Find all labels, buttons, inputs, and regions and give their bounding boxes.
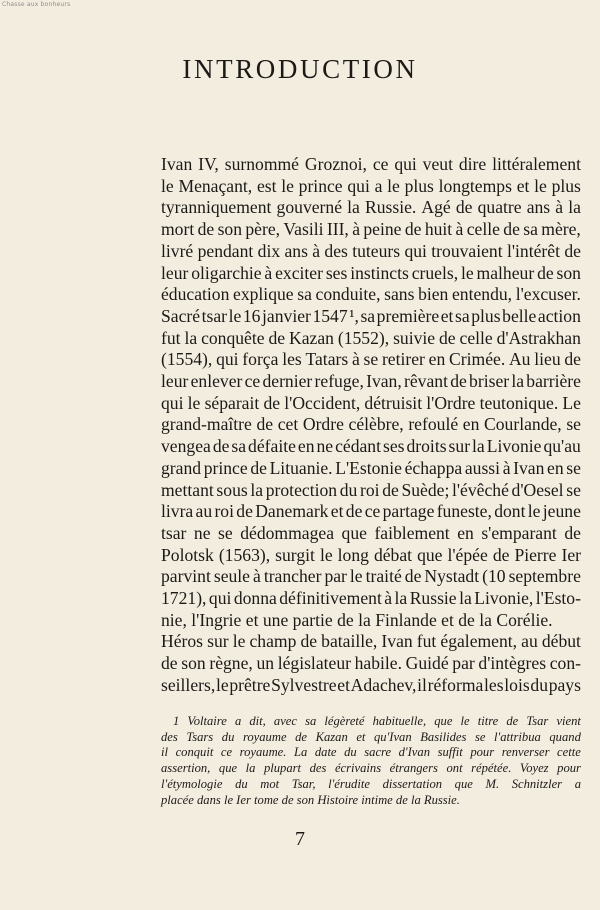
body-line: Polotsk (1563), surgit le long débat que l'épée de Pierre Ier — [161, 544, 581, 565]
watermark: Chasse aux bonheurs — [2, 1, 71, 8]
body-line: livra au roi de Danemark et de ce partage funeste, dont le jeune — [161, 501, 581, 522]
page-title: INTRODUCTION — [182, 54, 418, 85]
footnote-line: il conquit ce royaume. La date du sacre d'Ivan suffit pour renverser cette — [161, 745, 581, 760]
body-line: tyranniquement gouverné la Russie. Agé de quatre ans à la — [161, 197, 581, 218]
footnote-line: l'étymologie du mot Tsar, l'érudite dissertation que M. Schnitzler a — [161, 776, 581, 791]
body-line: seillers, le prêtre Sylvestre et Adachev, il réforma les lois du pays — [161, 674, 581, 695]
body-line: éducation explique sa conduite, sans bien entendu, l'excuser. — [161, 284, 581, 305]
body-line: livré pendant dix ans à des tuteurs qui trouvaient l'intérêt de — [161, 240, 581, 261]
body-line: leur oligarchie à exciter ses instincts cruels, le malheur de son — [161, 262, 581, 283]
body-line: leur enlever ce dernier refuge, Ivan, rêvant de briser la barrière — [161, 371, 581, 392]
body-line: grand prince de Lituanie. L'Estonie échappa aussi à Ivan en se — [161, 457, 581, 478]
footnotes — [161, 714, 581, 808]
body-line: (1554), qui força les Tatars à se retirer en Crimée. Au lieu de — [161, 349, 581, 370]
body-line: vengea de sa défaite en ne cédant ses droits sur la Livonie qu'au — [161, 436, 581, 457]
body-line: Sacré tsar le 16 janvier 1547 ¹, sa première et sa plus belle action — [161, 305, 581, 326]
body-line: le Menaçant, est le prince qui a le plus longtemps et le plus — [161, 175, 581, 196]
footnote-line: des Tsars du royaume de Kazan et qu'Ivan Basilides se l'attribua quand — [161, 729, 581, 744]
body-line: tsar ne se dédommagea que faiblement en s'emparant de — [161, 522, 581, 543]
body-line: nie, l'Ingrie et une partie de la Finlande et de la Corélie. — [161, 609, 553, 630]
body-line: grand-maître de cet Ordre célèbre, refoulé en Courlande, se — [161, 414, 581, 435]
body-line: Ivan IV, surnommé Groznoi, ce qui veut dire littéralement — [161, 154, 581, 174]
body-line: 1721), qui donna définitivement à la Russie la Livonie, l'Esto- — [161, 588, 581, 609]
body-line: qui le séparait de l'Occident, détruisit l'Ordre teutonique. Le — [161, 392, 581, 413]
body-line: fut la conquête de Kazan (1552), suivie de celle d'Astrakhan — [161, 327, 581, 348]
body-line: de son règne, un législateur habile. Guidé par d'intègres con- — [161, 653, 581, 674]
footnote-line: placée dans le Ier tome de son Histoire intime de la Russie. — [161, 792, 460, 807]
body-line: parvint seule à trancher par le traité de Nystadt (10 septembre — [161, 566, 581, 587]
footnote-line: assertion, que la plupart des écrivains étrangers ont répétée. Voyez pour — [161, 761, 581, 776]
body-line: mort de son père, Vasili III, à peine de huit à celle de sa mère, — [161, 219, 581, 240]
page-number: 7 — [295, 828, 305, 850]
body-line: mettant sous la protection du roi de Suède; l'évêché d'Oesel se — [161, 479, 581, 500]
body-text — [161, 154, 581, 697]
footnote-line: 1 Voltaire a dit, avec sa légèreté habituelle, que le titre de Tsar vient — [173, 714, 581, 728]
body-line: Héros sur le champ de bataille, Ivan fut également, au début — [161, 631, 581, 652]
